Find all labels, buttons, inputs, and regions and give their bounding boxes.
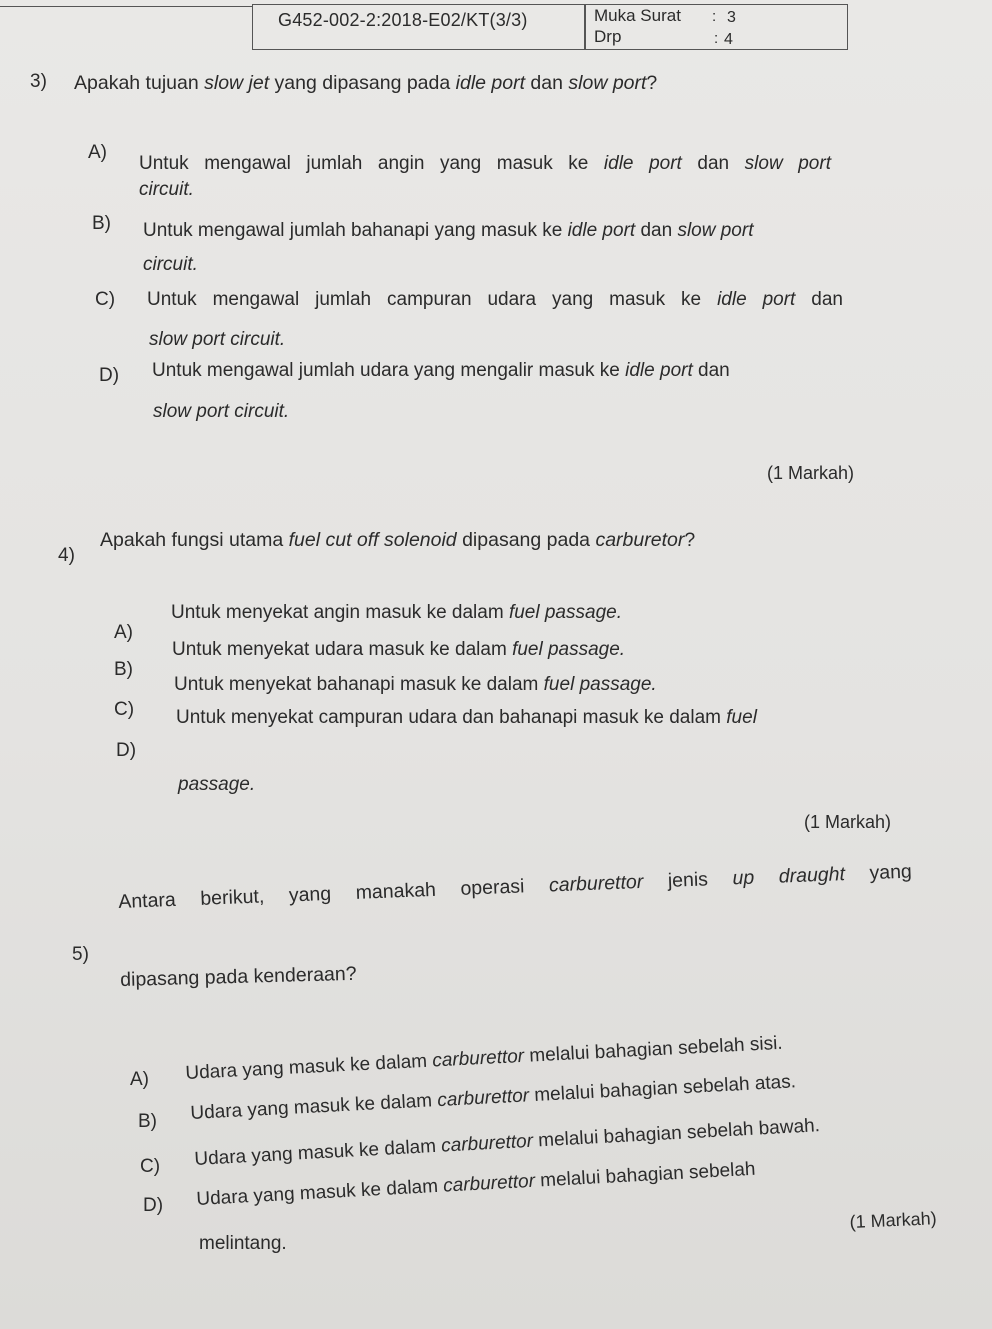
- option-4b-text: Untuk menyekat udara masuk ke dalam fuel passage.: [172, 639, 626, 660]
- option-4d-letter: D): [116, 740, 137, 761]
- header-divider: [584, 4, 586, 50]
- question-3-marks: (1 Markah): [767, 463, 855, 483]
- question-4-marks: (1 Markah): [804, 812, 892, 832]
- course-code: G452-002-2:2018-E02/KT(3/3): [278, 10, 528, 30]
- option-3a-continuation: circuit.: [139, 179, 194, 200]
- option-3a-letter: A): [88, 142, 107, 163]
- option-4c-letter: C): [114, 699, 135, 720]
- option-5a-letter: A): [130, 1069, 149, 1090]
- total-label: Drp: [594, 27, 622, 46]
- option-3d-letter: D): [99, 365, 120, 386]
- option-5d-continuation: melintang.: [199, 1233, 287, 1254]
- question-5-text: Antara berikut, yang manakah operasi carburettor jenis up draught yang: [117, 860, 913, 913]
- option-4a-letter: A): [114, 622, 133, 643]
- total-colon: :: [714, 30, 719, 47]
- option-5a-text: Udara yang masuk ke dalam carburettor melalui bahagian sebelah sisi.: [184, 1032, 784, 1084]
- question-5-marks: (1 Markah): [849, 1208, 937, 1232]
- question-4-text: Apakah fungsi utama fuel cut off solenoid dipasang pada carburetor?: [100, 529, 696, 551]
- page-colon: :: [712, 8, 717, 25]
- question-3-text: Apakah tujuan slow jet yang dipasang pada idle port dan slow port?: [74, 72, 658, 94]
- question-3-number: 3): [30, 71, 47, 92]
- option-5b-text: Udara yang masuk ke dalam carburettor melalui bahagian sebelah atas.: [189, 1071, 797, 1124]
- page-label: Muka Surat: [594, 6, 681, 25]
- option-3d-continuation: slow port circuit.: [153, 401, 290, 422]
- question-5-continuation: dipasang pada kenderaan?: [119, 962, 357, 991]
- option-4d-continuation: passage.: [178, 774, 256, 795]
- option-5c-letter: C): [140, 1156, 161, 1177]
- option-4b-letter: B): [114, 659, 133, 680]
- question-4-number: 4): [58, 545, 75, 566]
- option-3c-continuation: slow port circuit.: [149, 329, 286, 350]
- option-3b-letter: B): [92, 213, 111, 234]
- option-3c-text: Untuk mengawal jumlah campuran udara yang masuk ke idle port dan: [147, 289, 843, 310]
- option-3b-text: Untuk mengawal jumlah bahanapi yang masuk ke idle port dan slow port: [143, 220, 754, 241]
- option-5d-letter: D): [143, 1195, 164, 1216]
- option-3d-text: Untuk mengawal jumlah udara yang mengalir masuk ke idle port dan: [152, 360, 730, 381]
- option-4d-text: Untuk menyekat campuran udara dan bahanapi masuk ke dalam fuel: [176, 707, 757, 728]
- header-rule: [0, 6, 252, 7]
- option-4c-text: Untuk menyekat bahanapi masuk ke dalam fuel passage.: [174, 674, 657, 695]
- option-3a-text: Untuk mengawal jumlah angin yang masuk ke idle port dan slow port: [139, 153, 831, 174]
- question-5-number: 5): [72, 944, 89, 965]
- option-3b-continuation: circuit.: [143, 254, 198, 275]
- option-5c-text: Udara yang masuk ke dalam carburettor melalui bahagian sebelah bawah.: [193, 1115, 821, 1170]
- option-5d-text: Udara yang masuk ke dalam carburettor melalui bahagian sebelah: [195, 1158, 757, 1210]
- page-value: 3: [727, 9, 736, 26]
- total-value: 4: [724, 31, 733, 48]
- option-5b-letter: B): [138, 1111, 157, 1132]
- option-4a-text: Untuk menyekat angin masuk ke dalam fuel passage.: [171, 602, 622, 623]
- option-3c-letter: C): [95, 289, 116, 310]
